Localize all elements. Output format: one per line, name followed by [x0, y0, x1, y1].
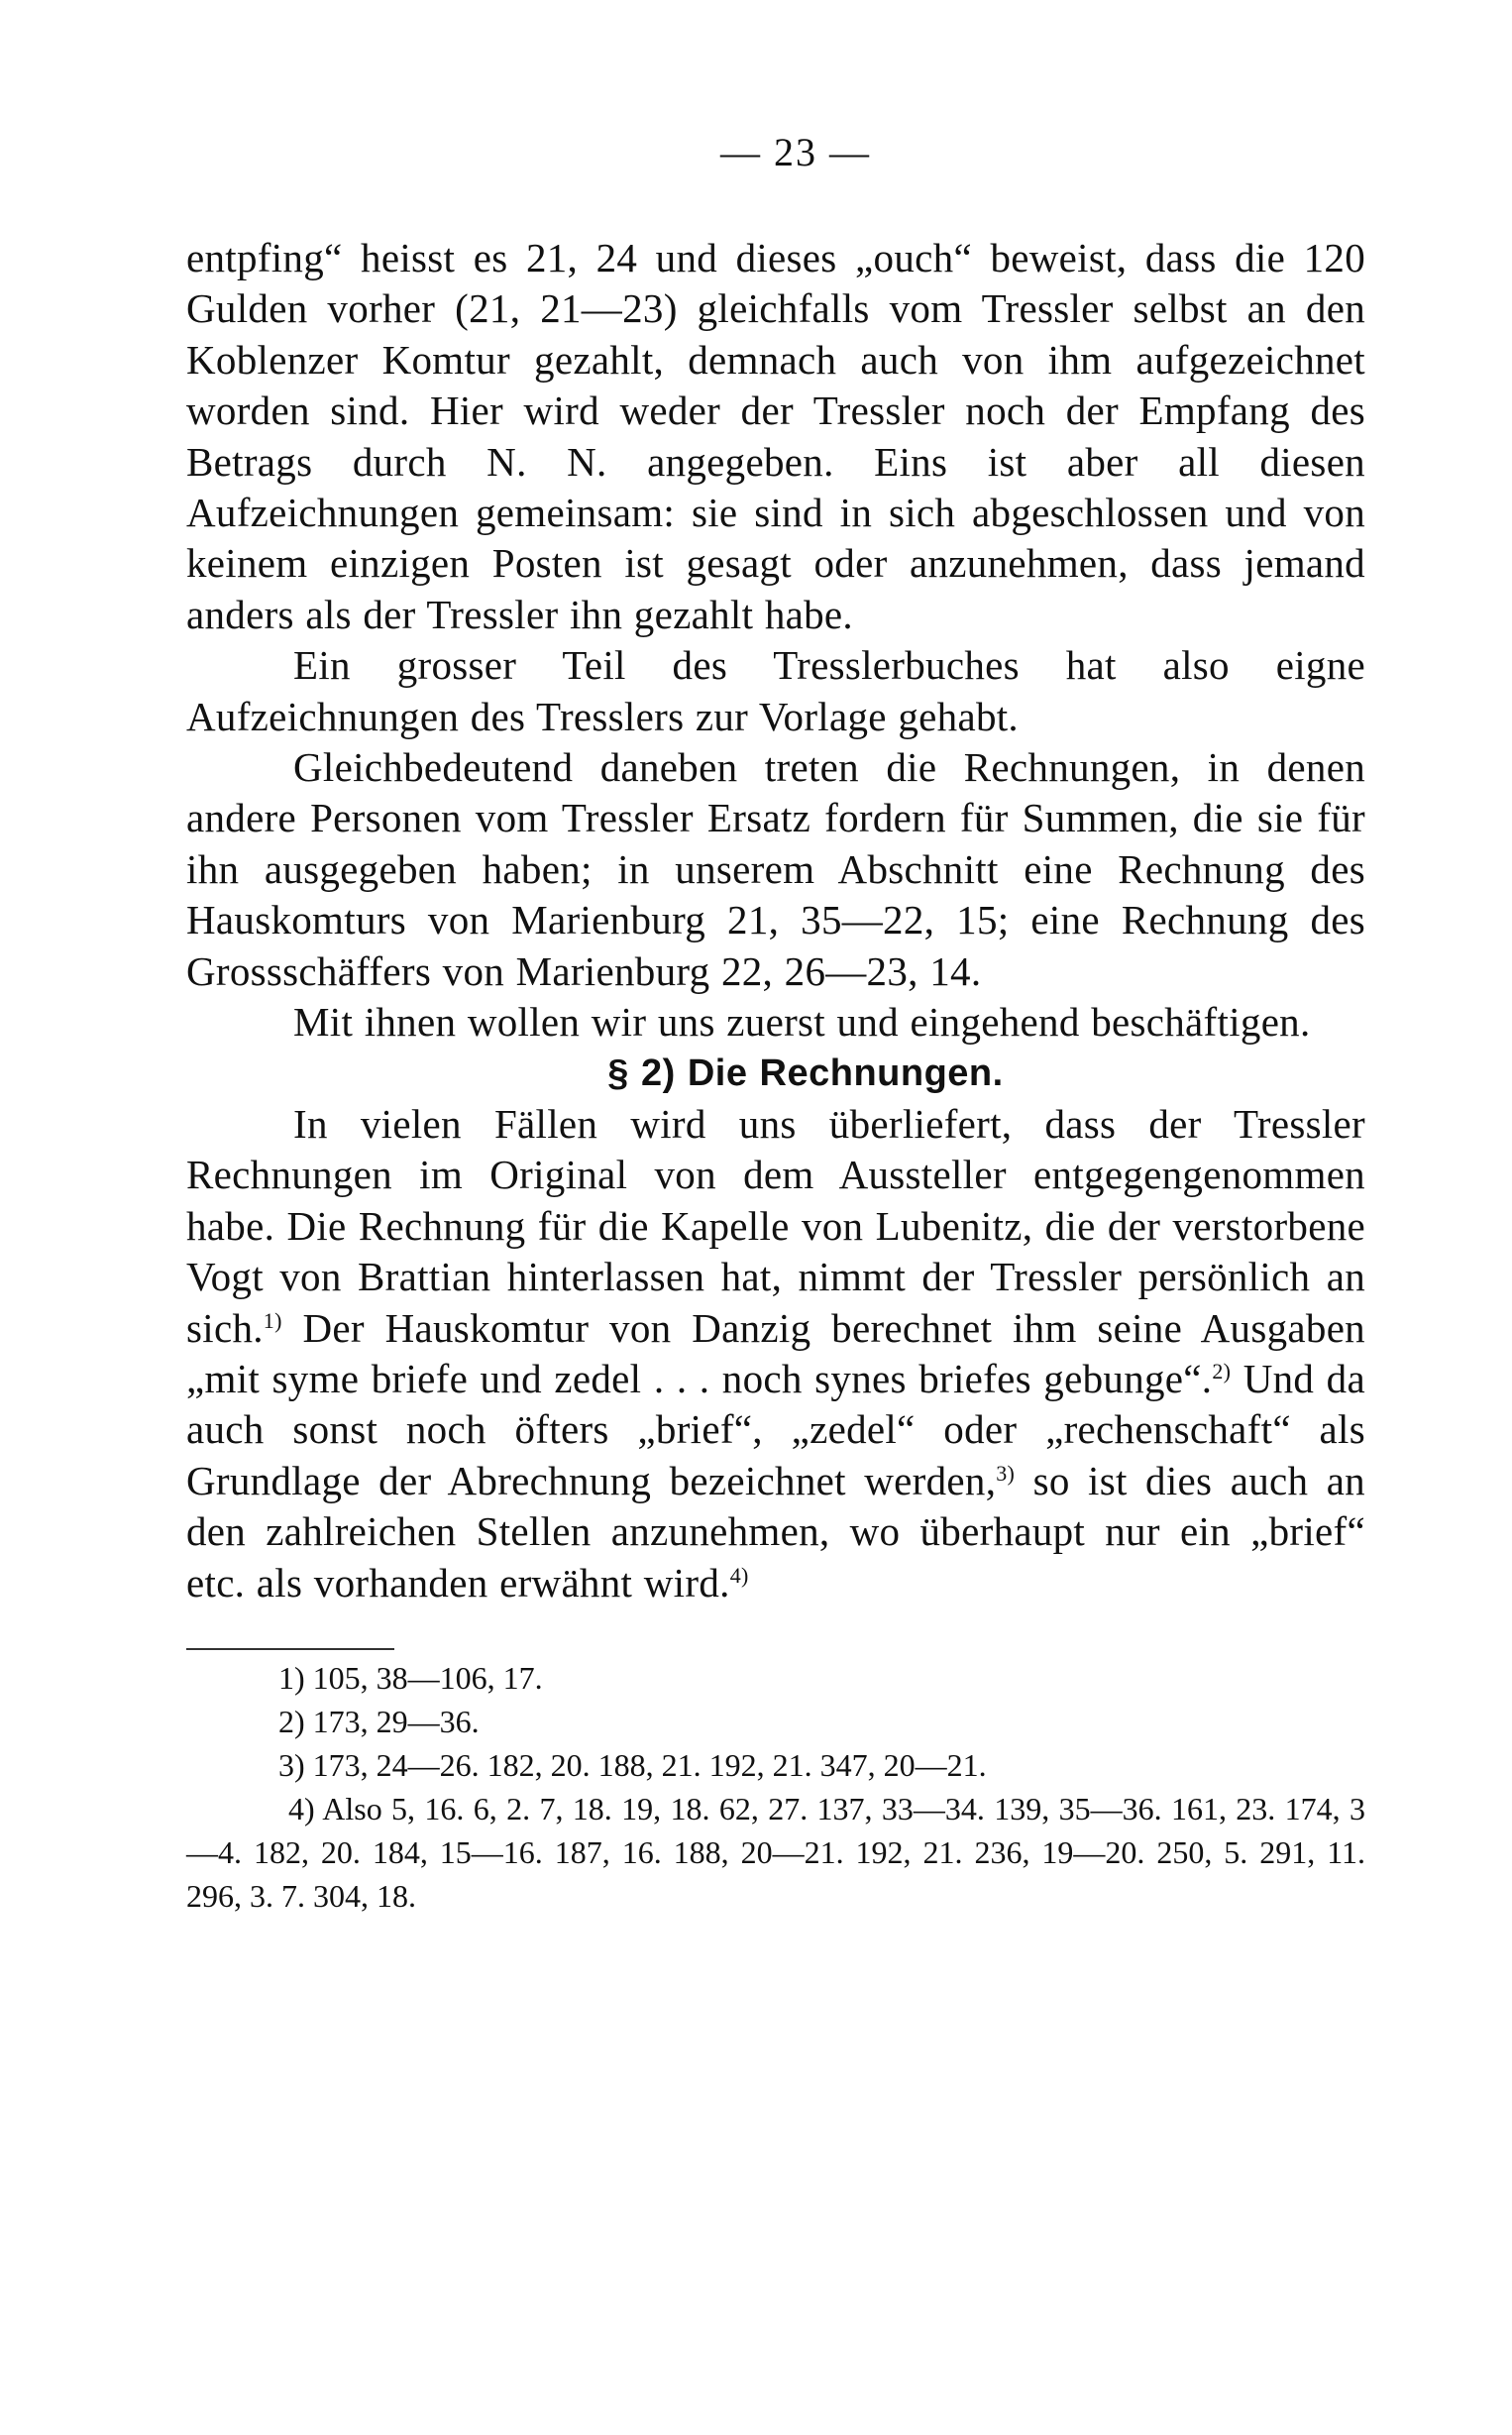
section-text: Der Hauskomtur von Danzig berechnet ihm seine Ausgaben „mit syme briefe und zedel . . . noch synes briefes gebunge“.: [186, 1304, 1365, 1401]
footnote-ref: 4): [729, 1562, 749, 1588]
footnote-3: 3) 173, 24—26. 182, 20. 188, 21. 192, 21. 347, 20—21.: [278, 1746, 987, 1783]
paragraph: Gleichbedeutend daneben treten die Rechnungen, in denen andere Personen vom Tressler Ersatz fordern für Summen, die sie für ihn ausgegeben haben; in unserem Abschnitt eine Rechnung des Hauskomturs von Marienburg 21, 35—22, 15; eine Rechnung des Grossschäffers von Marienburg 22, 26—23, 14.: [186, 744, 1365, 994]
section-text: so ist dies auch an den zahlreichen Stellen anzunehmen, wo überhaupt nur ein „brief“ etc. als vorhanden erwähnt wird.: [186, 1457, 1365, 1605]
footnote-ref: 1): [263, 1307, 282, 1333]
footnote-divider: [186, 1648, 394, 1650]
paragraph: Ein grosser Teil des Tresslerbuches hat also eigne Aufzeichnungen des Tresslers zur Vorlage gehabt.: [186, 642, 1365, 739]
footnote-1: 1) 105, 38—106, 17.: [278, 1659, 543, 1696]
page-number: — 23 —: [720, 130, 871, 174]
paragraph: Mit ihnen wollen wir uns zuerst und eingehend beschäftigen.: [293, 999, 1311, 1046]
footnote-4: 4) Also 5, 16. 6, 2. 7, 18. 19, 18. 62, 27. 137, 33—34. 139, 35—36. 161, 23. 174, 3—4. 182, 20. 184, 15—16. 187, 16. 188, 20—21. 192, 21. 236, 19—20. 250, 5. 291, 11. 296, 3. 7. 304, 18.: [186, 1790, 1365, 1914]
section-text: Und da auch sonst noch öfters „brief“, „zedel“ oder „rechenschaft“ als Grundlage der Abrechnung bezeichnet werden,: [186, 1355, 1365, 1503]
page: [186, 129, 1365, 1918]
paragraph: entpfing“ heisst es 21, 24 und dieses „ouch“ beweist, dass die 120 Gulden vorher (21, 21—23) gleichfalls vom Tressler selbst an den Koblenzer Komtur gezahlt, demnach auch von ihm aufgezeichnet worden sind. Hier wird weder der Tressler noch der Empfang des Betrags durch N. N. angegeben. Eins ist aber all diesen Aufzeichnungen gemeinsam: sie sind in sich abgeschlossen und von keinem einzigen Posten ist gesagt oder anzunehmen, dass jemand anders als der Tressler ihn gezahlt habe.: [186, 235, 1365, 637]
footnote-ref: 3): [996, 1460, 1016, 1486]
footnotes: [186, 1656, 1365, 1918]
section-text: In vielen Fällen wird uns überliefert, dass der Tressler Rechnungen im Original von dem Aussteller entgegengenommen habe. Die Rechnung für die Kapelle von Lubenitz, die der verstorbene Vogt von Brattian hinterlassen hat, nimmt der Tressler persönlich an sich.: [186, 1100, 1365, 1351]
section-paragraph: [186, 1099, 1365, 1608]
section-heading: § 2) Die Rechnungen.: [607, 1051, 1004, 1094]
footnote-ref: 2): [1212, 1358, 1232, 1384]
footnote-2: 2) 173, 29—36.: [278, 1703, 480, 1739]
body-text: [186, 233, 1365, 1608]
